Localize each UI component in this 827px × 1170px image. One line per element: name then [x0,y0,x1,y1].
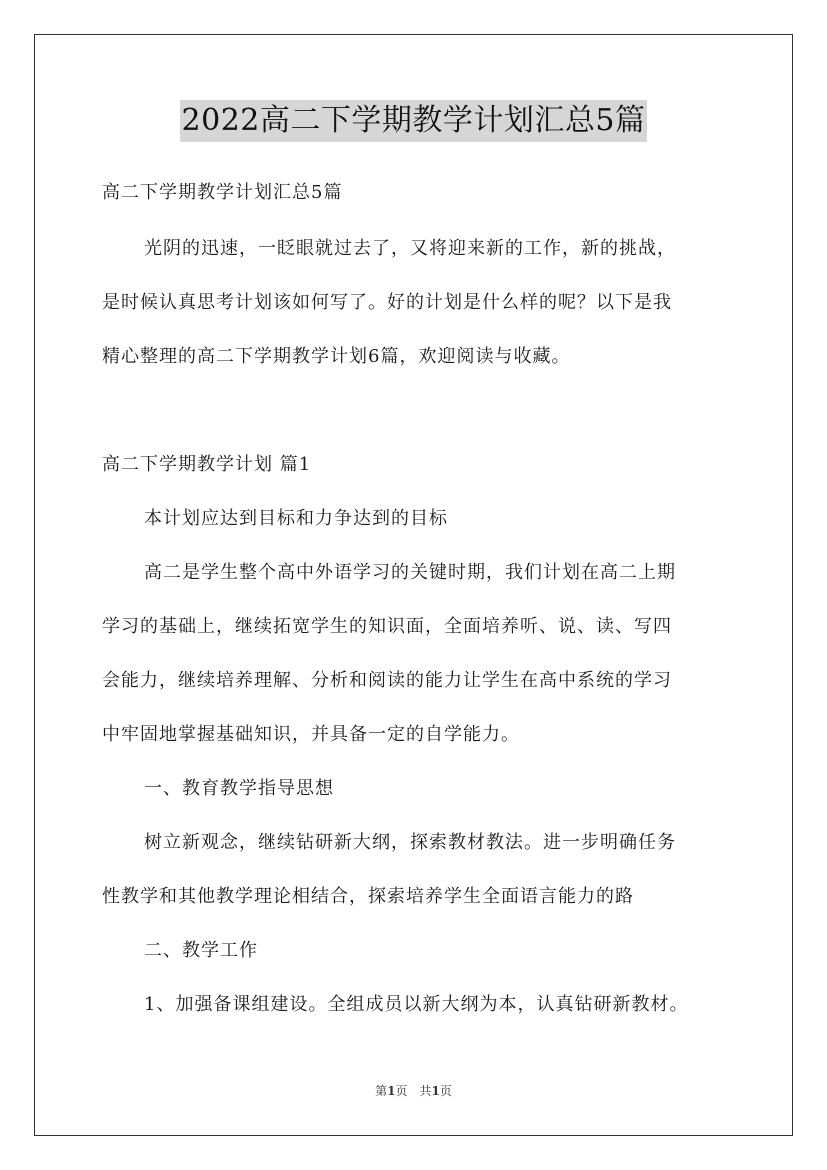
para1-line-2: 学习的基础上，继续拓宽学生的知识面，全面培养听、说、读、写四 [102,616,672,637]
goal-line: 本计划应达到目标和力争达到的目标 [144,508,448,529]
document-subtitle: 高二下学期教学计划汇总5篇 [102,182,343,203]
intro-line-2: 是时候认真思考计划该如何写了。好的计划是什么样的呢？以下是我 [102,292,672,313]
para2-line-1: 树立新观念，继续钻研新大纲，探索教材教法。进一步明确任务 [144,832,676,853]
item-one: 1、加强备课组建设。全组成员以新大纲为本，认真钻研新教材。 [144,994,689,1015]
intro-line-3: 精心整理的高二下学期教学计划6篇，欢迎阅读与收藏。 [102,346,571,367]
footer-suffix: 页 [439,1084,452,1098]
section-heading: 高二下学期教学计划 篇1 [102,454,312,475]
footer-mid: 页 共 [395,1084,432,1098]
page-footer [0,1083,827,1099]
heading-one: 一、教育教学指导思想 [144,778,334,799]
para1-line-1: 高二是学生整个高中外语学习的关键时期，我们计划在高二上期 [144,562,676,583]
footer-page-number: 1 [387,1084,396,1098]
document-title-text: 2022高二下学期教学计划汇总5篇 [180,100,648,142]
intro-line-1: 光阴的迅速，一眨眼就过去了，又将迎来新的工作，新的挑战， [144,238,676,259]
para1-line-4: 中牢固地掌握基础知识，并具备一定的自学能力。 [102,724,520,745]
footer-total-pages: 1 [431,1084,440,1098]
footer-prefix: 第 [375,1084,388,1098]
para1-line-3: 会能力，继续培养理解、分析和阅读的能力让学生在高中系统的学习 [102,670,672,691]
heading-two: 二、教学工作 [144,940,258,961]
document-title [0,100,827,142]
para2-line-2: 性教学和其他教学理论相结合，探索培养学生全面语言能力的路 [102,886,634,907]
